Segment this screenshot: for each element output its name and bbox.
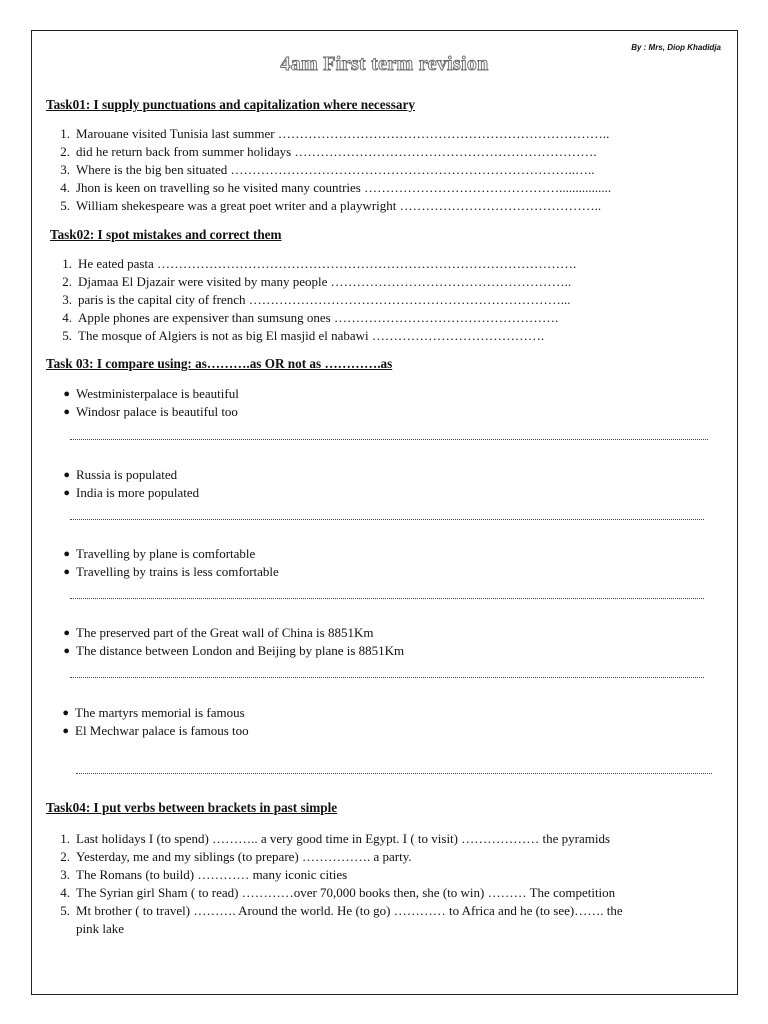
task3-heading: Task 03: I compare using: as……….as OR not as ………….as — [46, 356, 393, 371]
bullet-icon: ● — [62, 725, 69, 737]
list-item: 3. The Romans (to build) ………… many iconic cities — [60, 867, 348, 882]
answer-line[interactable] — [76, 773, 712, 774]
answer-line[interactable] — [70, 439, 708, 440]
list-item: 1. Last holidays I (to spend) ……….. a very good time in Egypt. I ( to visit) ……………… the pyramids — [60, 831, 611, 846]
bullet-icon: ● — [62, 707, 69, 719]
answer-line[interactable] — [70, 598, 704, 599]
list-item: ● India is more populated — [52, 484, 55, 502]
task3-group-5 — [51, 704, 249, 740]
task3-group-2 — [52, 466, 200, 502]
task2-heading: Task02: I spot mistakes and correct them — [50, 227, 282, 242]
task2-list — [54, 255, 577, 345]
task3-group-4 — [52, 624, 405, 660]
bullet-icon: ● — [63, 627, 70, 639]
list-item: ● Windosr palace is beautiful too — [52, 403, 55, 421]
page-title: 4am First term revision — [280, 53, 489, 75]
task4-list — [52, 830, 623, 938]
list-item: ● The distance between London and Beijing by plane is 8851Km — [52, 642, 55, 660]
list-item: 2. did he return back from summer holidays ……………………………………………………………. — [60, 144, 597, 159]
task3-group-1 — [52, 385, 239, 421]
bullet-icon: ● — [63, 388, 70, 400]
list-item: ● El Mechwar palace is famous too — [51, 722, 54, 740]
list-item: 1. Marouane visited Tunisia last summer ………………………………………………………………….. — [60, 126, 610, 141]
list-item: 2. Djamaa El Djazair were visited by many people ……………………………………………….. — [62, 274, 572, 289]
worksheet-frame — [31, 30, 738, 995]
list-item: 2. Yesterday, me and my siblings (to prepare) ……………. a party. — [60, 849, 412, 864]
list-item: 5. The mosque of Algiers is not as big El masjid el nabawi …………………………………. — [62, 328, 545, 343]
task4-heading: Task04: I put verbs between brackets in past simple — [46, 800, 338, 815]
list-item: ● Travelling by trains is less comfortable — [52, 563, 55, 581]
author-credit: By : Mrs, Diop Khadidja — [631, 43, 721, 52]
list-item: 1. He eated pasta ……………………………………………………………………………………. — [62, 256, 577, 271]
task1-heading: Task01: I supply punctuations and capitalization where necessary — [46, 97, 415, 112]
bullet-icon: ● — [63, 469, 70, 481]
list-item: 5. William shekespeare was a great poet writer and a playwright ……………………………………….. — [60, 198, 602, 213]
list-item: 4. Jhon is keen on travelling so he visited many countries ………………………………………................ — [60, 180, 612, 195]
bullet-icon: ● — [63, 548, 70, 560]
list-item: 5. Mt brother ( to travel) ………. Around the world. He (to go) ………… to Africa and he (to see)……. the — [60, 903, 623, 918]
answer-line[interactable] — [70, 677, 704, 678]
list-item-continuation: pink lake — [76, 921, 125, 936]
list-item: ● The martyrs memorial is famous — [51, 704, 54, 722]
answer-line[interactable] — [70, 519, 704, 520]
list-item: 3. paris is the capital city of french ………………………………………………………………... — [62, 292, 571, 307]
task1-list — [52, 125, 612, 215]
list-item: 3. Where is the big ben situated ……………………………………………………………………..….. — [60, 162, 595, 177]
bullet-icon: ● — [63, 645, 70, 657]
task3-group-3 — [52, 545, 279, 581]
list-item: ● Westministerpalace is beautiful — [52, 385, 55, 403]
bullet-icon: ● — [63, 406, 70, 418]
bullet-icon: ● — [63, 487, 70, 499]
list-item: ● Travelling by plane is comfortable — [52, 545, 55, 563]
list-item: ● The preserved part of the Great wall of China is 8851Km — [52, 624, 55, 642]
list-item: ● Russia is populated — [52, 466, 55, 484]
bullet-icon: ● — [63, 566, 70, 578]
list-item: 4. Apple phones are expensiver than sumsung ones ……………………………………………. — [62, 310, 559, 325]
list-item: 4. The Syrian girl Sham ( to read) …………over 70,000 books then, she (to win) ……… The competition — [60, 885, 616, 900]
